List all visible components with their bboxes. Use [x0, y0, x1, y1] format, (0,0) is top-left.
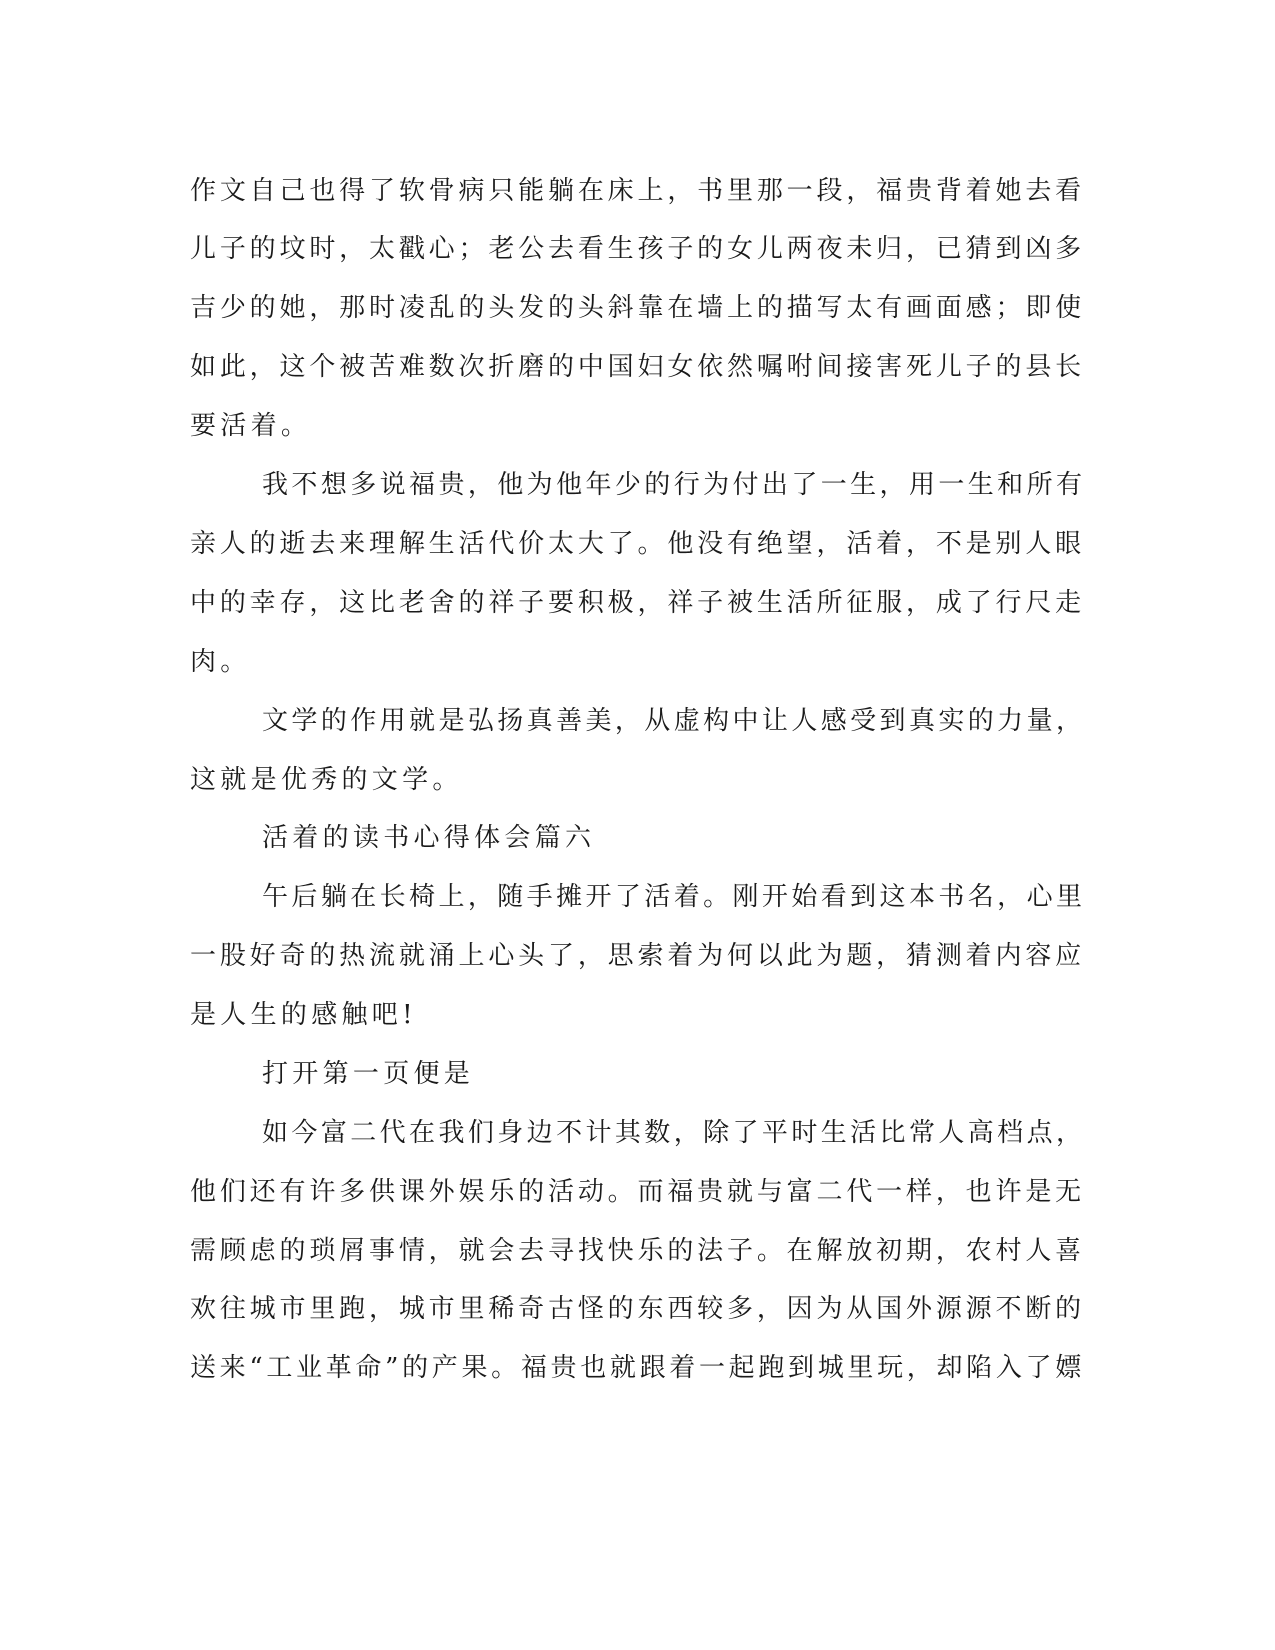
text-line: 中的幸存，这比老舍的祥子要积极，祥子被生活所征服，成了行尺走	[190, 588, 1086, 618]
text-line: 作文自己也得了软骨病只能躺在床上，书里那一段，福贵背着她去看	[190, 176, 1086, 206]
text-line: 如此，这个被苦难数次折磨的中国妇女依然嘱咐间接害死儿子的县长	[190, 352, 1086, 382]
text-line: 他们还有许多供课外娱乐的活动。而福贵就与富二代一样，也许是无	[190, 1177, 1086, 1207]
text-line: 亲人的逝去来理解生活代价太大了。他没有绝望，活着，不是别人眼	[190, 529, 1086, 559]
text-line: 是人生的感触吧!	[190, 1000, 417, 1030]
text-line: 一股好奇的热流就涌上心头了，思索着为何以此为题，猜测着内容应	[190, 941, 1086, 971]
paragraph-first-line: 打开第一页便是	[262, 1059, 475, 1089]
text-line: 送来“工业革命”的产果。福贵也就跟着一起跑到城里玩，却陷入了嫖	[190, 1353, 1085, 1383]
text-line: 欢往城市里跑，城市里稀奇古怪的东西较多，因为从国外源源不断的	[190, 1294, 1086, 1324]
text-line: 这就是优秀的文学。	[190, 765, 463, 795]
text-line: 肉。	[190, 647, 251, 677]
section-heading: 活着的读书心得体会篇六	[262, 823, 596, 853]
paragraph-first-line: 如今富二代在我们身边不计其数，除了平时生活比常人高档点，	[262, 1118, 1086, 1148]
text-line: 要活着。	[190, 411, 312, 441]
text-line: 吉少的她，那时凌乱的头发的头斜靠在墙上的描写太有画面感；即使	[190, 293, 1086, 323]
paragraph-first-line: 午后躺在长椅上，随手摊开了活着。刚开始看到这本书名，心里	[262, 882, 1086, 912]
text-line: 儿子的坟时，太戳心；老公去看生孩子的女儿两夜未归，已猜到凶多	[190, 234, 1086, 264]
paragraph-first-line: 文学的作用就是弘扬真善美，从虚构中让人感受到真实的力量，	[262, 706, 1086, 736]
text-line: 需顾虑的琐屑事情，就会去寻找快乐的法子。在解放初期，农村人喜	[190, 1236, 1086, 1266]
paragraph-first-line: 我不想多说福贵，他为他年少的行为付出了一生，用一生和所有	[262, 470, 1086, 500]
